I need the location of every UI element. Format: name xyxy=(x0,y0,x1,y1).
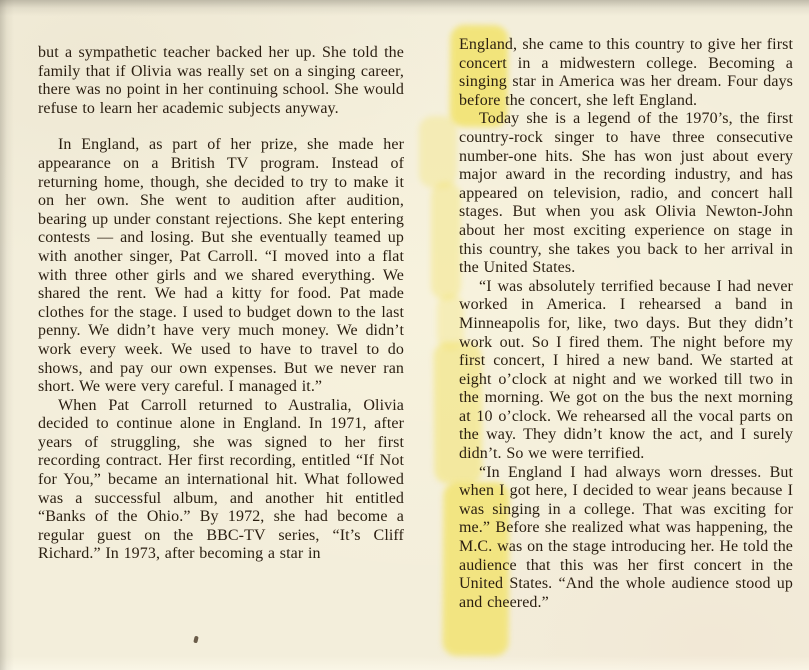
ink-speck xyxy=(193,636,199,644)
right-column xyxy=(459,36,793,612)
paragraph: England, she came to this country to give her first concert in a midwestern college. Becoming a singing star in America was her dream. Four days before the concert, she left England. xyxy=(459,36,793,109)
paragraph: Today she is a legend of the 1970’s, the first country-rock singer to have three consecutive number-one hits. She has won just about every major award in the recording industry, and has appeared on television, radio, and concert hall stages. But when you ask Olivia Newton-John about her most exciting experience on stage in this country, she takes you back to her arrival in the United States. xyxy=(459,110,793,277)
highlighter-stroke xyxy=(431,182,461,300)
paragraph: When Pat Carroll returned to Australia, Olivia decided to continue alone in England. In 1971, after years of struggling, she was signed to her first recording contract. Her first recording, entitled “If Not for You,” became an international hit. What followed was a successful album, and another hit entitled “Banks of the Ohio.” By 1972, she had become a regular guest on the BBC-TV series, “It’s Cliff Richard.” In 1973, after becoming a star in xyxy=(38,396,404,563)
paragraph: “I was absolutely terrified because I had never worked in America. I rehearsed a band in Minneapolis for, like, two days. But they didn’t work out. So I fired them. The night before my first concert, I hired a new band. We started at eight o’clock at night and we worked till two in the morning. We got on the bus the next morning at 10 o’clock. We rehearsed all the vocal parts on the way. They didn’t know the act, and I surely didn’t. So we were terrified. xyxy=(459,277,793,463)
paragraph: In England, as part of her prize, she made her appearance on a British TV program. Instead of returning home, though, she decided to try to make it on her own. She went to audition after audition, bearing up under constant rejections. She kept entering contests — and losing. But she eventually teamed up with another singer, Pat Carroll. “I moved into a flat with three other girls and we shared everything. We shared the rent. We had a kitty for food. Pat made clothes for the stage. I used to budget down to the last penny. We didn’t have very much money. We didn’t work every week. We used to have to travel to do shows, and pay our own expenses. But we never ran short. We were very careful. I managed it.” xyxy=(38,136,404,396)
left-column xyxy=(38,44,404,564)
paragraph: “In England I had always worn dresses. But when I got here, I decided to wear jeans because I was singing in a college. That was exciting for me.” Before she realized what was happening, the M.C. was on the stage introducing her. He told the audience that this was her first concert in the United States. “And the whole audience stood up and cheered.” xyxy=(459,463,793,611)
paragraph: but a sympathetic teacher backed her up. She told the family that if Olivia was really set on a singing career, there was no point in her continuing school. She would refuse to learn her academic subjects anyway. xyxy=(38,44,404,117)
highlighter-stroke xyxy=(419,116,457,188)
